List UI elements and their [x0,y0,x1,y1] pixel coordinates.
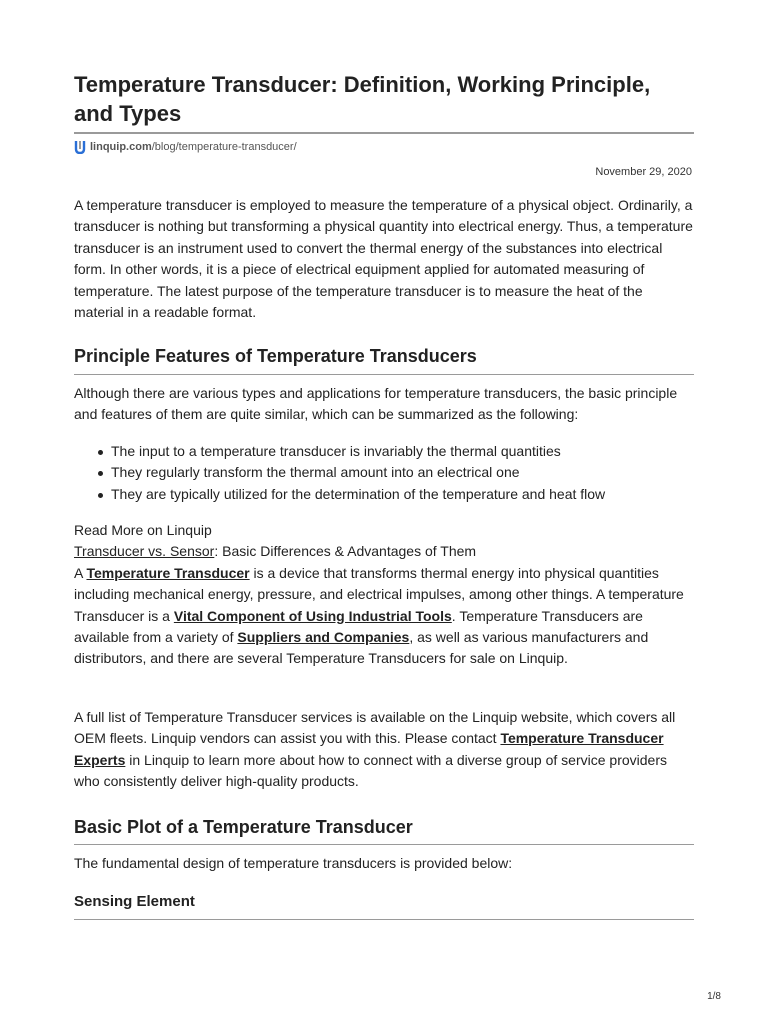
section-heading-plot: Basic Plot of a Temperature Transducer [74,817,413,837]
list-item: They are typically utilized for the determination of the temperature and heat flow [74,484,694,505]
publish-date: November 29, 2020 [595,166,692,178]
source-domain: linquip.com [90,141,152,153]
subsection-divider [74,919,694,920]
source-path: /blog/temperature-transducer/ [151,141,297,153]
section-divider [74,844,694,845]
section-heading-principle: Principle Features of Temperature Transducers [74,346,477,366]
list-item: They regularly transform the thermal amount into an electrical one [74,462,694,483]
read-more-block [74,520,696,670]
read-more-label: Read More on Linquip [74,522,212,538]
suppliers-companies-link[interactable]: Suppliers and Companies [237,629,410,646]
list-item: The input to a temperature transducer is invariably the thermal quantities [74,441,694,462]
temperature-transducer-link[interactable]: Temperature Transducer [86,564,250,581]
source-url[interactable] [74,140,297,154]
title-divider [74,132,694,134]
plot-intro: The fundamental design of temperature transducers is provided below: [74,855,513,871]
services-paragraph [74,707,696,793]
intro-paragraph: A temperature transducer is employed to measure the temperature of a physical object. Ordinarily, a transducer is nothing but transforming a physical quantity into electrical energy. Thus, a temperature transducer is an instrument used to convert the thermal energy of the substances into electrical form. In other words, it is a piece of electrical equipment applied for automated measuring of temperature. The latest purpose of the temperature transducer is to measure the heat of the material in a readable format. [74,197,693,321]
related-suffix: : Basic Differences & Advantages of Them [214,543,477,560]
text-span: A [74,564,87,581]
section-divider [74,374,694,375]
text-span: . Temperature Transducers are available from a variety of [74,607,643,646]
principle-intro: Although there are various types and applications for temperature transducers, the basic principle and features of them are quite similar, which can be summarized as the following: [74,385,678,423]
text-span: , as well as various manufacturers and distributors, and there are several Temperature Transducers for sale on Linquip. [74,629,649,667]
transducer-experts-link[interactable]: Temperature Transducer Experts [74,730,664,768]
feature-list [74,441,694,505]
text-span: is a device that transforms thermal energy into physical quantities including mechanical energy, pressure, and electrical impulses, among other things. A temperature Transducer is a [74,564,684,624]
page-number: 1/8 [707,991,721,1002]
transducer-vs-sensor-link[interactable]: Transducer vs. Sensor [74,543,215,560]
subheading-sensing-element: Sensing Element [74,893,195,910]
vital-component-link[interactable]: Vital Component of Using Industrial Tools [173,607,452,624]
text-span: in Linquip to learn more about how to connect with a diverse group of service providers who consistently deliver high-quality products. [74,751,667,790]
text-span: A full list of Temperature Transducer services is available on the Linquip website, which covers all OEM fleets. Linquip vendors can assist you with this. Please contact [74,709,676,747]
linquip-logo-icon [74,140,86,154]
page-title: Temperature Transducer: Definition, Working Principle, and Types [74,72,651,126]
